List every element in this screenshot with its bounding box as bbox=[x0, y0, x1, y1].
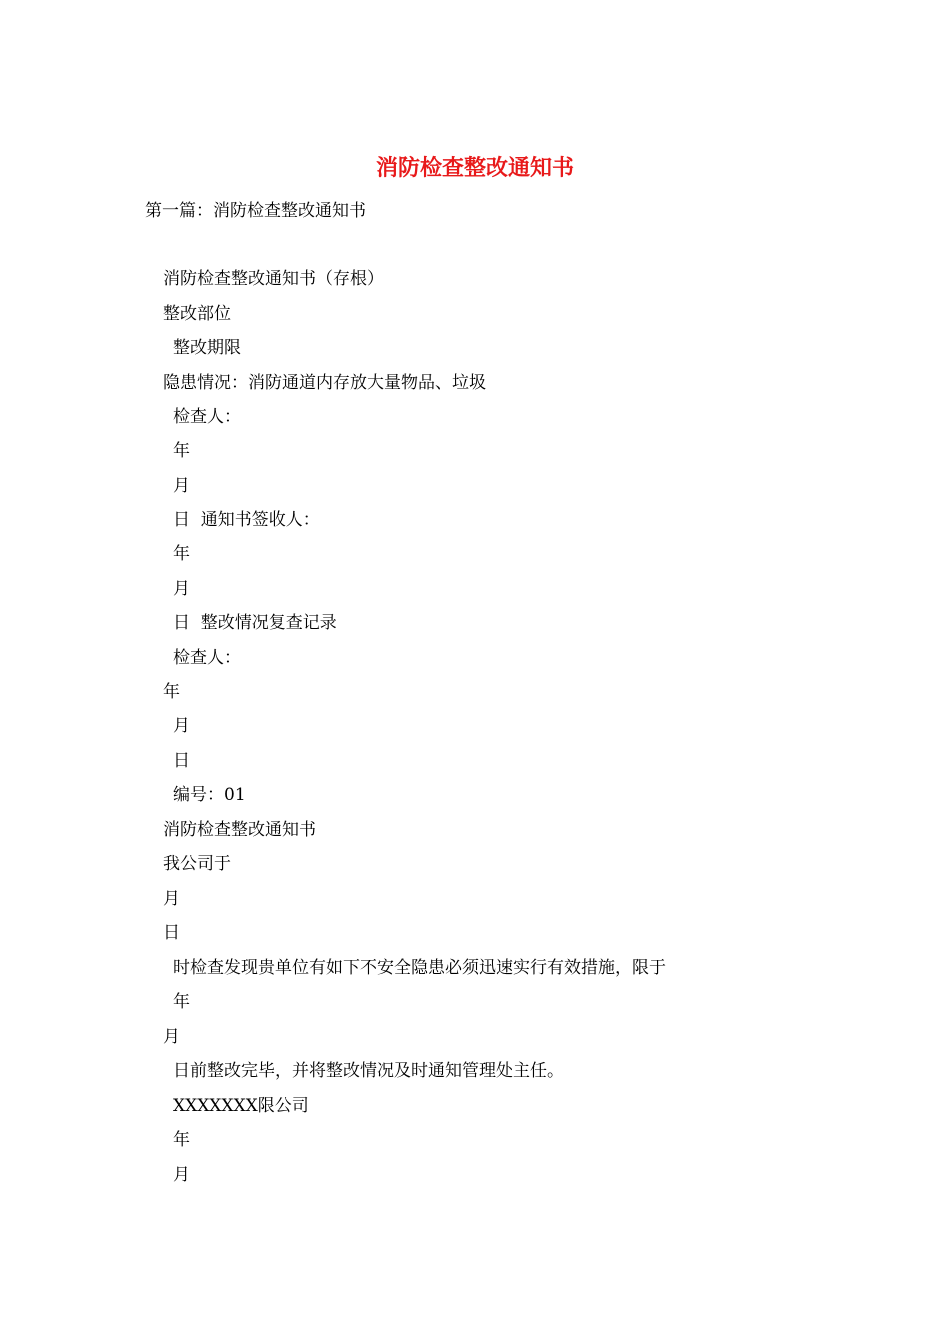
body-line: 日 bbox=[173, 751, 190, 771]
document-subtitle: 第一篇：消防检查整改通知书 bbox=[145, 201, 366, 221]
body-line: 日 通知书签收人： bbox=[173, 510, 320, 530]
body-line: XXXXXXX限公司 bbox=[173, 1096, 309, 1116]
body-line: 年 bbox=[173, 544, 190, 564]
body-line: 日 整改情况复查记录 bbox=[173, 613, 337, 633]
body-line: 检查人： bbox=[173, 648, 241, 668]
body-line: 年 bbox=[173, 441, 190, 461]
body-line: 检查人： bbox=[173, 407, 241, 427]
body-line: 消防检查整改通知书（存根） bbox=[163, 269, 384, 289]
body-line: 年 bbox=[163, 682, 180, 702]
body-line: 月 bbox=[173, 579, 190, 599]
body-line: 月 bbox=[173, 716, 190, 736]
body-line: 时检查发现贵单位有如下不安全隐患必须迅速实行有效措施，限于 bbox=[173, 958, 666, 978]
body-line: 编号：01 bbox=[173, 785, 246, 805]
body-line: 隐患情况：消防通道内存放大量物品、垃圾 bbox=[163, 373, 486, 393]
body-line: 月 bbox=[163, 1027, 180, 1047]
body-line: 整改期限 bbox=[173, 338, 241, 358]
body-line: 月 bbox=[163, 889, 180, 909]
body-line: 日 bbox=[163, 923, 180, 943]
document-title: 消防检查整改通知书 bbox=[375, 155, 574, 181]
body-line: 年 bbox=[173, 1130, 190, 1150]
body-line: 年 bbox=[173, 992, 190, 1012]
body-line: 消防检查整改通知书 bbox=[163, 820, 316, 840]
body-line: 日前整改完毕，并将整改情况及时通知管理处主任。 bbox=[173, 1061, 564, 1081]
body-line: 整改部位 bbox=[163, 304, 231, 324]
body-line: 我公司于 bbox=[163, 854, 231, 874]
body-line: 月 bbox=[173, 1165, 190, 1185]
body-line: 月 bbox=[173, 476, 190, 496]
